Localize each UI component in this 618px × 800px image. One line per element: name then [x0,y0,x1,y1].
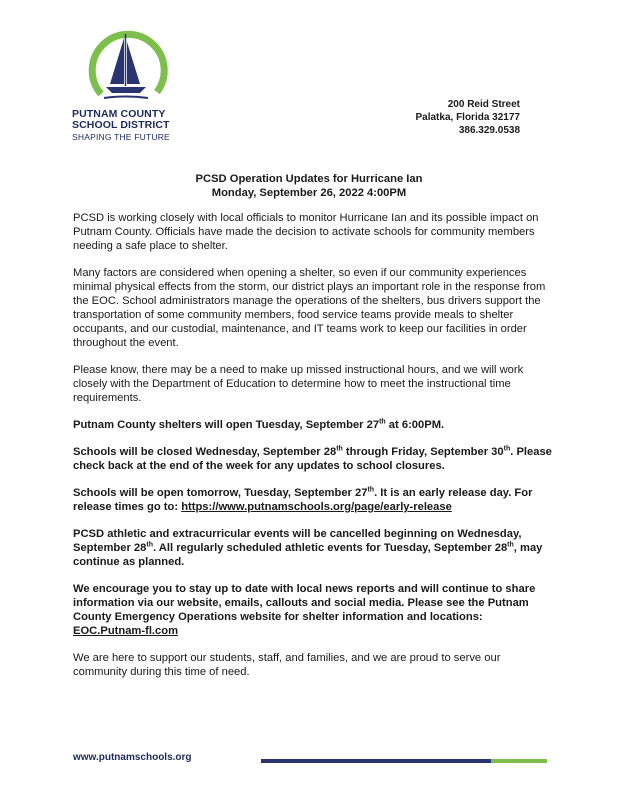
org-name-line2: SCHOOL DISTRICT [72,119,170,131]
paragraph-instructional-hours: Please know, there may be a need to make up missed instructional hours, and we will work closely with the Department of Education to determine how to meet the instructional time requirements. [73,363,524,404]
address-block [415,99,520,137]
paragraph-shelter-factors: Many factors are considered when opening a shelter, so even if our community experiences minimal physical effects from the storm, our district plays an important role in the response from the EOC. School administrators manage the operations of the shelters, bus drivers support the transportation of some community members, food service teams provide meals to shelter occupants, and our custodial, maintenance, and IT teams work to keep our facilities in order throughout the event. [73,267,546,349]
title-date: Monday, September 26, 2022 4:00PM [211,186,407,199]
paragraph-school-closures: Schools will be closed Wednesday, September 28th through Friday, September 30th. Please check back at the end of the week for any updates to school closures. [73,445,552,472]
address-city: Palatka, Florida 32177 [415,111,520,123]
paragraph-closing: We are here to support our students, staff, and families, and we are proud to serve our community during this time of need. [73,652,501,679]
footer-green-bar [491,759,547,763]
org-name-line1: PUTNAM COUNTY [72,108,166,120]
eoc-website-link[interactable]: EOC.Putnam-fl.com [73,624,179,637]
paragraph-athletics: PCSD athletic and extracurricular events will be cancelled beginning on Wednesday, September 28th. All regularly scheduled athletic events for Tuesday, September 28th, may continue as planned. [73,528,543,568]
paragraph-early-release: Schools will be open tomorrow, Tuesday, September 27th. It is an early release day. For release times go to: https://www.putnamschools.org/page/early-release [73,486,533,513]
paragraph-stay-informed: We encourage you to stay up to date with local news reports and will continue to share information via our website, emails, callouts and social media. Please see the Putnam County Emergency Operations website for shelter information and locations: EOC.Putnam-fl.com [73,583,536,637]
address-street: 200 Reid Street [447,99,520,110]
title-line1: PCSD Operation Updates for Hurricane Ian [195,173,423,185]
document-body [73,212,553,693]
document-title [0,173,618,200]
early-release-link[interactable]: https://www.putnamschools.org/page/early-release [181,500,452,513]
paragraph-shelters-open: Putnam County shelters will open Tuesday, September 27th at 6:00PM. [73,418,445,431]
org-tagline: SHAPING THE FUTURE [72,132,170,142]
address-phone: 386.329.0538 [458,124,520,136]
footer-website: www.putnamschools.org [73,752,192,763]
sailboat-logo-icon [74,22,174,107]
footer-navy-bar [261,759,491,763]
paragraph-intro: PCSD is working closely with local officials to monitor Hurricane Ian and its possible impact on Putnam County. Officials have made the decision to activate schools for community members needing a safe place to shelter. [73,212,539,252]
